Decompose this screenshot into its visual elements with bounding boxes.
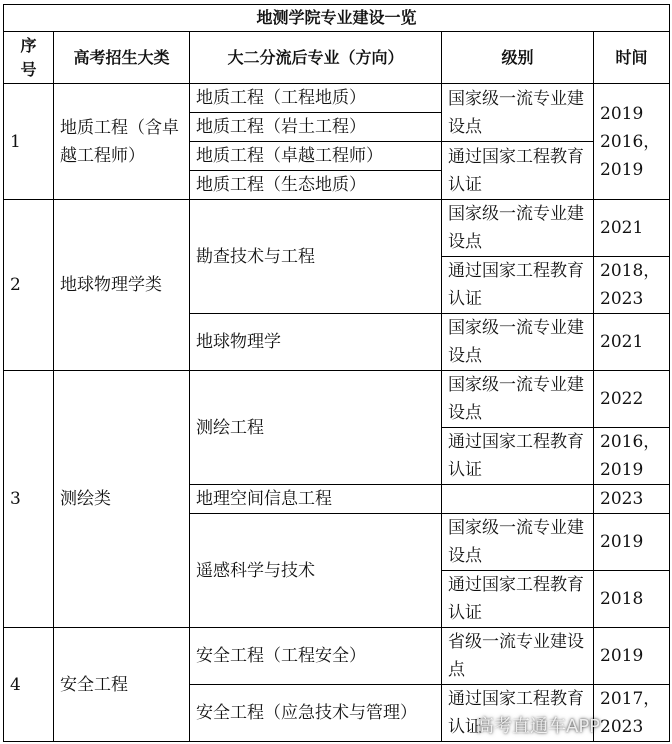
level-cell: 通过国家工程教育认证	[442, 257, 594, 314]
seq-cell: 1	[4, 84, 54, 200]
category-cell: 测绘类	[54, 371, 190, 628]
major-cell: 勘查技术与工程	[190, 200, 442, 314]
time-cell: 2017， 2023	[594, 685, 670, 742]
major-cell: 地球物理学	[190, 314, 442, 371]
time-cell: 2018	[594, 571, 670, 628]
header-seq: 序 号	[4, 32, 54, 84]
level-cell: 通过国家工程教育认证	[442, 571, 594, 628]
header-level: 级别	[442, 32, 594, 84]
major-cell: 安全工程（工程安全）	[190, 628, 442, 685]
time-cell: 2019	[594, 628, 670, 685]
majors-table	[3, 4, 670, 742]
level-cell: 国家级一流专业建设点	[442, 371, 594, 428]
time-cell: 2022	[594, 371, 670, 428]
level-cell: 通过国家工程教育认证	[442, 142, 594, 200]
time-cell: 2021	[594, 200, 670, 257]
level-cell	[442, 485, 594, 514]
major-cell: 地质工程（生态地质）	[190, 171, 442, 200]
time-cell: 2016， 2019	[594, 428, 670, 485]
level-cell: 国家级一流专业建设点	[442, 84, 594, 142]
level-cell: 省级一流专业建设点	[442, 628, 594, 685]
seq-cell: 2	[4, 200, 54, 371]
time-cell: 2018， 2023	[594, 257, 670, 314]
major-cell: 地质工程（工程地质）	[190, 84, 442, 113]
time-cell: 2021	[594, 314, 670, 371]
major-cell: 地质工程（卓越工程师）	[190, 142, 442, 171]
level-cell: 国家级一流专业建设点	[442, 314, 594, 371]
major-cell: 遥感科学与技术	[190, 514, 442, 628]
time-cell: 2023	[594, 485, 670, 514]
time-cell: 2019	[594, 514, 670, 571]
level-cell: 通过国家工程教育认证	[442, 685, 594, 742]
major-cell: 测绘工程	[190, 371, 442, 485]
time-cell: 2019 2016， 2019	[594, 84, 670, 200]
category-cell: 地球物理学类	[54, 200, 190, 371]
category-cell: 地质工程（含卓越工程师）	[54, 84, 190, 200]
level-cell: 国家级一流专业建设点	[442, 514, 594, 571]
major-cell: 安全工程（应急技术与管理）	[190, 685, 442, 742]
watermark: 高考直通车APP	[476, 716, 601, 737]
level-cell: 通过国家工程教育认证	[442, 428, 594, 485]
header-time: 时间	[594, 32, 670, 84]
table-title: 地测学院专业建设一览	[4, 5, 670, 32]
category-cell: 安全工程	[54, 628, 190, 742]
level-cell: 国家级一流专业建设点	[442, 200, 594, 257]
header-category: 高考招生大类	[54, 32, 190, 84]
seq-cell: 3	[4, 371, 54, 628]
seq-cell: 4	[4, 628, 54, 742]
major-cell: 地理空间信息工程	[190, 485, 442, 514]
header-major: 大二分流后专业（方向）	[190, 32, 442, 84]
major-cell: 地质工程（岩土工程）	[190, 113, 442, 142]
